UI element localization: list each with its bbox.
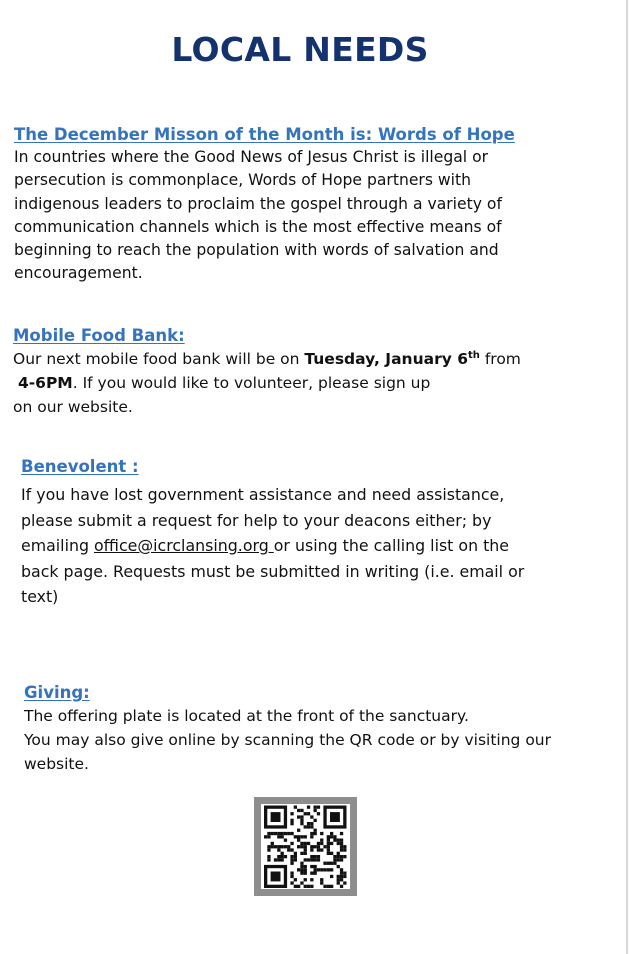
foodbank-text: Our next mobile food bank will be on xyxy=(13,350,305,368)
giving-section xyxy=(24,682,551,776)
foodbank-text: from xyxy=(479,350,521,368)
foodbank-line-2 xyxy=(13,371,521,395)
mission-line: In countries where the Good News of Jesus Christ is illegal or xyxy=(14,148,489,166)
giving-line: You may also give online by scanning the QR code or by visiting our xyxy=(24,731,551,749)
benevolent-line-3 xyxy=(21,533,524,559)
benevolent-line: text) xyxy=(21,587,59,606)
mission-line: beginning to reach the population with words of salvation and xyxy=(14,241,499,260)
foodbank-line-1 xyxy=(13,347,521,371)
foodbank-text: . If you would like to volunteer, please sign up xyxy=(72,374,431,392)
benevolent-text: or using the calling list on the xyxy=(273,536,510,555)
mission-line: encouragement. xyxy=(14,264,143,283)
foodbank-heading: Mobile Food Bank: xyxy=(13,326,185,345)
page-edge-divider xyxy=(626,0,628,954)
benevolent-body xyxy=(21,482,524,610)
foodbank-time: 4-6PM xyxy=(17,374,73,392)
qr-code-graphic xyxy=(261,804,350,889)
benevolent-text: emailing xyxy=(21,536,95,555)
mission-line: persecution is commonplace, Words of Hope partners with xyxy=(14,171,471,190)
foodbank-date-suffix: th xyxy=(468,349,480,361)
foodbank-date: Tuesday, January 6 xyxy=(304,350,468,368)
foodbank-body xyxy=(13,347,521,419)
benevolent-line: please submit a request for help to your deacons either; by xyxy=(21,510,492,530)
mission-heading: The December Misson of the Month is: Words of Hope xyxy=(14,125,515,144)
mission-line: communication channels which is the most effective means of xyxy=(14,217,502,236)
mission-section xyxy=(14,124,515,286)
benevolent-section xyxy=(21,456,524,610)
giving-body xyxy=(24,704,551,776)
foodbank-section xyxy=(13,325,521,419)
giving-line: website. xyxy=(24,755,89,773)
giving-line: The offering plate is located at the front of the sanctuary. xyxy=(24,707,469,725)
office-email-link[interactable]: office@icrclansing.org xyxy=(94,536,274,555)
foodbank-line-3: on our website. xyxy=(13,398,133,416)
qr-code-icon[interactable] xyxy=(261,804,350,889)
benevolent-line: back page. Requests must be submitted in writing (i.e. email or xyxy=(21,561,525,581)
benevolent-heading: Benevolent : xyxy=(21,457,139,476)
qr-code-frame[interactable] xyxy=(254,797,357,896)
mission-line: indigenous leaders to proclaim the gospel through a variety of xyxy=(14,194,502,213)
mission-body xyxy=(14,146,515,286)
benevolent-line: If you have lost government assistance and need assistance, xyxy=(21,485,505,504)
page-title: LOCAL NEEDS xyxy=(171,30,429,69)
giving-heading: Giving: xyxy=(24,683,90,702)
